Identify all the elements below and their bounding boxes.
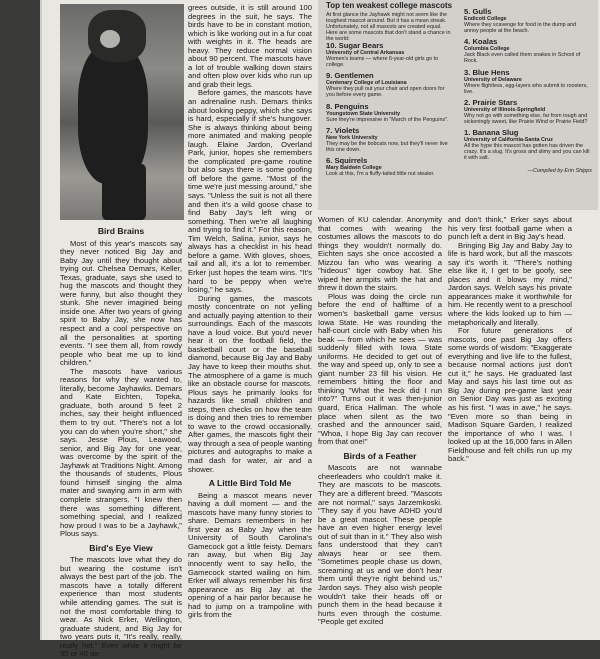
entry-school: Endicott College bbox=[464, 16, 507, 22]
column-3 bbox=[318, 216, 442, 627]
sidebar-intro: At first glance the Jayhawk might not seem like the toughest mascot around. But it has a mean streak. Unfortunately, not all mascots are created equal. Here are some mascots that don't stand a chance in the world: bbox=[326, 12, 451, 43]
sidebar-entry bbox=[464, 99, 592, 125]
entry-desc: Look at this, I'm a fluffy-tailed little nut stealer. bbox=[326, 171, 435, 178]
sidebar-entry bbox=[464, 8, 592, 34]
sidebar-entry bbox=[326, 127, 454, 153]
entry-school: Centenary College of Louisiana bbox=[326, 80, 407, 87]
paragraph: Before games, the mascots have an adrenaline rush. Demars thinks about looking peppy, which she says is hard, especially if she's hungover. She is always thinking about being more animated and making people laugh. Elaine Jardon, Overland Park, junior, hopes she remembers the complicated pre-game routine but also says there is some goofing off before the game. "Most of the time we're just messing around," she says. "Unless the suit is not all there and then it's a wild goose chase to find Baby Jay's left wing or something. Then we're all laughing and trying to find it." For this reason, Tim Welch, Salina, junior, says he always has a checklist in his head before a game. With gloves, shoes, tail and all, it's a lot to remember. Erker just hopes the team wins. "It's hard to be peppy when we're losing," he says. bbox=[188, 88, 312, 295]
entry-desc: Why not go with something else, far from tough and sickeningly sweet, like Prairie Wind or Prairie Field? bbox=[464, 112, 588, 126]
paragraph: Plous was doing the circle run before the end of halftime of a women's basketball game versus Iowa State. He was rounding the half-court circle with Baby when his beak — from which he sees — was suddenly filled with Iowa State uniforms. He decided to get out of the way and speed up, only to see a giant number 23 fill his vision. He remembers hitting the floor and thinking "What the heck did I run into?" Turns out it was then-junior guard, Erica Hallman. The whole place when silent as the two crashed and the announcer said, "Whoa, I hope Big Jay can recover from that one!" bbox=[318, 291, 442, 447]
paragraph: The mascots love what they do but wearing the costume isn't always the best part of the job. The mascots have a totally different experience than most students while attending games. The suit is not the most comfortable thing to wear. As Nick Erker, Wellington, graduate student, and Big Jay for two years puts it, "It's really, really, really hot." Even while it might be 30 or 40 de- bbox=[60, 555, 182, 659]
entry-rank: 9. Gentlemen bbox=[326, 71, 374, 81]
column-1 bbox=[60, 222, 182, 659]
column-4 bbox=[448, 216, 572, 464]
sidebar-entry bbox=[326, 42, 454, 68]
paragraph: and don't think," Erker says about his very first football game when a punch left a dent in Big Jay's head. bbox=[448, 215, 572, 242]
entry-rank: 2. Prairie Stars bbox=[464, 97, 518, 107]
entry-school: University of Central Arkansas bbox=[326, 50, 405, 56]
sidebar-title: Top ten weakest college mascots bbox=[326, 1, 453, 10]
entry-school: University of California-Santa Cruz bbox=[464, 137, 553, 144]
entry-rank: 6. Squirrels bbox=[326, 156, 368, 166]
heading-birds-eye-view: Bird's Eye View bbox=[89, 542, 153, 553]
sidebar-right-list bbox=[464, 4, 592, 174]
column-2 bbox=[188, 4, 312, 620]
heading-birds-of-a-feather: Birds of a Feather bbox=[343, 450, 417, 461]
paragraph: grees outside, it is still around 100 degrees in the suit, he says. The birds have to be in constant motion, which is like working out in a fur coat with weights in it. The heads are heavy. They reduce normal vision about 90 percent. The mascots have a lot of trouble walking down stairs and often plow over kids who run up and grab their legs. bbox=[188, 3, 312, 89]
paragraph: Most of this year's mascots say they never noticed Big Jay and Baby Jay until they thought about trying out. Chelsea Demars, Keller, Texas, graduate, says she used to hug the mascots and thought they were funny, but also thought they stunk. She never imagined being inside one. After two years of giving spirit to Baby Jay, she now has respect and a cool perspective on all the personalities at sporting events. "I see them all, from rowdy people who beat me up to kind children." bbox=[60, 238, 182, 368]
mascot-photo bbox=[60, 4, 184, 220]
entry-desc: All the hype this mascot has gotten has driven the crazy. It's a slug. It's gross and slimy and you can kill it with salt. bbox=[464, 143, 590, 162]
entry-school: University of Delaware bbox=[464, 76, 522, 83]
entry-school: New York University bbox=[326, 134, 378, 141]
paragraph: Being a mascot means never having a dull moment — and the mascots have many funny stories to share. Demars remembers in her first year as Baby Jay when the University of South Carolina's Gamecock got a little feisty. Demars ran away, but when Big Jay innocently went to say hello, the Gamecock started wailing on him. Erker will always remember his first appearance as Big Jay at the opening of a hair parlor because he had to jump on a trampoline with girls from the bbox=[188, 490, 312, 620]
entry-desc: Where flightless, egg-layers who submit to roosters, live. bbox=[464, 82, 588, 95]
sidebar-entry bbox=[464, 69, 592, 95]
heading-bird-brains: Bird Brains bbox=[97, 226, 145, 236]
entry-rank: 5. Gulls bbox=[464, 7, 492, 16]
entry-desc: Jack Black even called them snakes in School of Rock. bbox=[464, 52, 581, 65]
sidebar-entry bbox=[326, 72, 454, 98]
entry-school: Youngstown State University bbox=[326, 110, 401, 117]
sidebar-entry bbox=[464, 129, 592, 161]
entry-school: Columbia College bbox=[464, 46, 510, 53]
entry-rank: 7. Violets bbox=[326, 125, 360, 135]
paragraph: The mascots have various reasons for why they wanted to, literally, become Jayhawks. Demars and Kate Eichten, Topeka, graduate, both around 5 feet 2 inches, say their height influenced them to try out. "There's not a lot you can do when you're short," she says. Jesse Plous, Leawood, senior, and Big Jay for one year, was overcome by the spirit of the Jayhawk at Traditions Night. Among the thousands of students, Plous found himself singing the alma mater and swaying arm in arm with complete strangers. "I knew then there was something different, something special, and I realized how proud I was to be a Jayhawk," Plous says. bbox=[60, 366, 182, 539]
entry-school: University of Illinois-Springfield bbox=[464, 106, 546, 113]
entry-rank: 1. Banana Slug bbox=[464, 128, 519, 138]
entry-desc: Where they scavenge for food in the dump and annoy people at the beach. bbox=[464, 22, 577, 35]
entry-desc: They may be the bobcats now, but they'll never live this one down. bbox=[326, 140, 448, 153]
entry-rank: 4. Koalas bbox=[464, 37, 498, 47]
photo-figure-legs bbox=[102, 164, 146, 220]
photo-face bbox=[100, 30, 120, 48]
entry-rank: 10. Sugar Bears bbox=[326, 41, 384, 50]
magazine-page bbox=[40, 0, 600, 659]
entry-desc: Where they pull out your chair and open doors for you before every game. bbox=[326, 86, 445, 99]
sidebar-credit: —Compiled by Erin Shipps bbox=[527, 167, 592, 174]
sidebar-entry bbox=[464, 38, 592, 64]
sidebar-entry bbox=[326, 103, 454, 123]
paragraph: Mascots are not wannabe cheerleaders who couldn't make it. They are mascots to be mascots. They are a different breed. "Mascots are not normal," says Jarzemkoski. "They say if you have ADHD you'd be a great mascot. These people have an even higher energy level out of suit than in it." They also wish fans understood that they can't always hear or see them. "Sometimes people chase us down, screaming at us and we don't hear them until they're right behind us," Jardon says. They also wish people wouldn't take their heads off or punch them in the head because it hurts even through the costume. "People get excited bbox=[318, 463, 442, 627]
paragraph: Bringing Big Jay and Baby Jay to life is hard work, but all the mascots say it's worth it. "There's nothing else like it, I get to be goofy, see places and it blows my mind," Jardon says. Welch says his private appearances make it worthwhile for him. He recently went to a preschool where the kids looked up to him — metaphorically and literally. bbox=[448, 240, 572, 327]
sidebar-left-list bbox=[326, 38, 454, 177]
paragraph: Women of KU calendar. Anonymity that comes with wearing the costumes allows the mascots to do things they wouldn't normally do. Eichten says she once accosted a Mizzou fan who was wearing a "hideous" tiger cowboy hat. She wiped her armpits with the hat and threw it down the stairs. bbox=[318, 215, 442, 293]
entry-school: Mary Baldwin College bbox=[326, 165, 382, 172]
photo-figure-body bbox=[78, 44, 148, 184]
paragraph: During games, the mascots mostly concentrate on not yelling and actually paying attention to their surroundings. Each of the mascots have a loud voice. But you'd never hear it on the football field, the basketball court or the baseball diamond, because Big Jay and Baby Jay have to keep their mouths shut. The atmosphere of a game is much like an obstacle course for mascots. Plous says he primarily looks for hazards like small children and steps, then checks on how the team is doing and then tries to remember to wave to the crowd occasionally. After games, the mascots fight their way through a sea of people wanting pictures and autographs to make a mad dash for water, air and a shower. bbox=[188, 293, 312, 474]
entry-rank: 3. Blue Hens bbox=[464, 67, 510, 77]
paragraph: For future generations of mascots, one past Big Jay offers some words of wisdom: "Exaggerate everything and live life to the fullest, because normal actions just don't cut it," he says. He graduated last May and says his last time out as Big Jay during pre-game last year on Senior Day was just as exciting as his first. "I was in awe," he says. "Even more so than being in Madison Square Garden, I realized the importance of who I was. I looked up at the 16,000 fans in Allen Fieldhouse and felt chills run up my back." bbox=[448, 326, 572, 464]
entry-rank: 8. Penguins bbox=[326, 101, 369, 111]
heading-little-bird: A Little Bird Told Me bbox=[208, 478, 292, 489]
sidebar-box bbox=[318, 0, 598, 210]
sidebar-entry bbox=[326, 157, 454, 177]
entry-desc: Women's teams — where 6-year-old girls go to college. bbox=[326, 56, 439, 69]
entry-desc: Sure they're impressive in "March of the Penguins". bbox=[326, 116, 449, 123]
